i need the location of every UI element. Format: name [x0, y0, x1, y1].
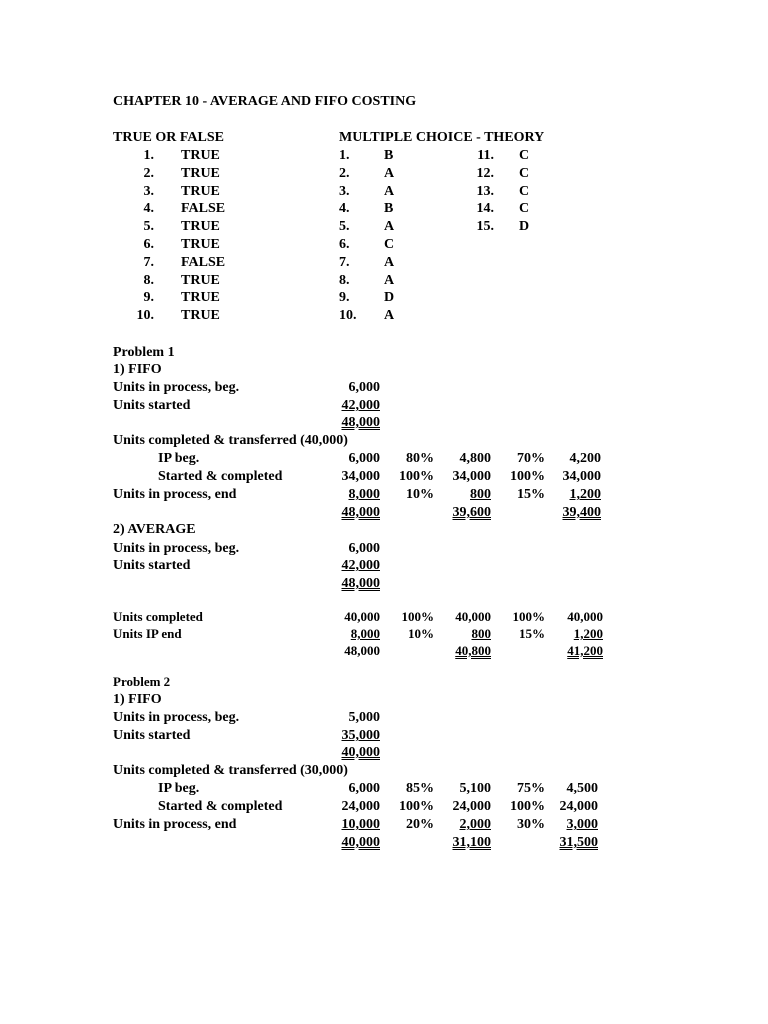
p2-fifo-sc-row	[0, 799, 768, 817]
mc-item-number: 8.	[339, 273, 350, 288]
p1-fifo-end-row	[0, 487, 768, 505]
eu-2: 40,000	[567, 609, 603, 624]
units: 34,000	[341, 469, 380, 484]
pct-2: 100%	[512, 609, 545, 624]
p1-fifo-started-label: Units started	[113, 398, 191, 413]
units: 8,000	[348, 487, 380, 502]
pct-2: 100%	[510, 469, 545, 484]
mc-item-number: 9.	[339, 290, 350, 305]
mc-item-number: 12.	[476, 166, 494, 181]
units: 6,000	[348, 781, 380, 796]
tf-item-number: 1.	[143, 148, 154, 163]
pct-1: 80%	[406, 451, 434, 466]
eu-1: 34,000	[452, 469, 491, 484]
eu-1: 40,000	[455, 609, 491, 624]
eu-2-total: 41,200	[567, 643, 603, 658]
tf-item-answer: FALSE	[181, 255, 226, 270]
p1-fifo-label: 1) FIFO	[113, 362, 162, 377]
pct-2: 70%	[517, 451, 545, 466]
units-total: 48,000	[341, 505, 380, 520]
p1-avg-beg-value: 6,000	[348, 541, 380, 556]
mc-item-answer: C	[519, 166, 530, 181]
mc-item-number: 3.	[339, 184, 350, 199]
eu-2: 34,000	[562, 469, 601, 484]
tf-item-answer: TRUE	[181, 308, 220, 323]
tf-item-number: 5.	[143, 219, 154, 234]
p1-avg-end-row	[0, 626, 768, 644]
eu-2: 1,200	[569, 487, 601, 502]
p1-avg-started-label: Units started	[113, 558, 191, 573]
mc-item-answer: A	[384, 308, 395, 323]
pct-2: 75%	[517, 781, 545, 796]
units: 40,000	[344, 609, 380, 624]
row-label: Started & completed	[158, 799, 283, 814]
pct-1: 100%	[399, 799, 434, 814]
pct-1: 100%	[399, 469, 434, 484]
eu-1-total: 31,100	[452, 835, 491, 850]
row-label: Units in process, end	[113, 817, 237, 832]
p1-fifo-beg-label: Units in process, beg.	[113, 380, 240, 395]
tf-item-answer: TRUE	[181, 290, 220, 305]
pct-2: 15%	[517, 487, 545, 502]
eu-1: 800	[471, 626, 491, 641]
row-label: Units IP end	[113, 626, 182, 641]
mc-item-answer: C	[519, 184, 530, 199]
eu-1-total: 39,600	[452, 505, 491, 520]
eu-2-total: 31,500	[559, 835, 598, 850]
units: 6,000	[348, 451, 380, 466]
pct-2: 100%	[510, 799, 545, 814]
p1-fifo-started-value: 42,000	[341, 398, 380, 413]
tf-item-number: 8.	[143, 273, 154, 288]
pct-1: 85%	[406, 781, 434, 796]
mc-item-number: 6.	[339, 237, 350, 252]
mc-header: MULTIPLE CHOICE - THEORY	[339, 130, 545, 145]
mc-item-number: 4.	[339, 201, 350, 216]
row-label: Units in process, end	[113, 487, 237, 502]
row-label: Units completed	[113, 609, 203, 624]
tf-item-number: 6.	[143, 237, 154, 252]
p1-avg-totals-row	[0, 643, 768, 661]
p2-fifo-totals-row	[0, 835, 768, 853]
page-title: CHAPTER 10 - AVERAGE AND FIFO COSTING	[113, 94, 417, 109]
row-label: IP beg.	[158, 781, 200, 796]
mc-item-answer: A	[384, 255, 395, 270]
mc-item-number: 11.	[477, 148, 494, 163]
p1-avg-total: 48,000	[341, 576, 380, 591]
p1-fifo-ipbeg-row	[0, 451, 768, 469]
mc-item-number: 13.	[476, 184, 494, 199]
eu-2: 3,000	[566, 817, 598, 832]
p1-fifo-completed-label: Units completed & transferred (40,000)	[113, 433, 348, 448]
tf-item-number: 3.	[143, 184, 154, 199]
p2-fifo-total: 40,000	[341, 745, 380, 760]
tf-item-answer: TRUE	[181, 237, 220, 252]
mc-item-answer: C	[384, 237, 395, 252]
mc-item-number: 10.	[339, 308, 357, 323]
tf-item-number: 7.	[143, 255, 154, 270]
mc-item-number: 5.	[339, 219, 350, 234]
mc-item-answer: B	[384, 201, 394, 216]
eu-1: 800	[470, 487, 491, 502]
pct-2: 15%	[519, 626, 545, 641]
row-label: IP beg.	[158, 451, 200, 466]
mc-item-number: 15.	[476, 219, 494, 234]
units-total: 40,000	[341, 835, 380, 850]
mc-item-answer: C	[519, 148, 530, 163]
tf-item-number: 2.	[143, 166, 154, 181]
units: 8,000	[350, 626, 380, 641]
eu-1: 24,000	[452, 799, 491, 814]
p2-fifo-label: 1) FIFO	[113, 692, 162, 707]
p2-fifo-beg-label: Units in process, beg.	[113, 710, 240, 725]
mc-item-answer: A	[384, 273, 395, 288]
tf-header: TRUE OR FALSE	[113, 130, 224, 145]
p2-fifo-ipbeg-row	[0, 781, 768, 799]
eu-1: 5,100	[459, 781, 491, 796]
p1-avg-beg-label: Units in process, beg.	[113, 541, 240, 556]
p1-fifo-sc-row	[0, 469, 768, 487]
mc-item-answer: A	[384, 184, 395, 199]
mc-item-answer: A	[384, 166, 395, 181]
mc-item-number: 1.	[339, 148, 350, 163]
mc-item-answer: C	[519, 201, 530, 216]
p1-fifo-beg-value: 6,000	[348, 380, 380, 395]
p2-fifo-completed-label: Units completed & transferred (30,000)	[113, 763, 348, 778]
units-total: 48,000	[344, 643, 380, 658]
tf-item-answer: FALSE	[181, 201, 226, 216]
problem-2-title: Problem 2	[113, 674, 171, 689]
tf-item-number: 10.	[136, 308, 154, 323]
tf-item-answer: TRUE	[181, 184, 220, 199]
eu-2: 4,200	[569, 451, 601, 466]
units: 24,000	[341, 799, 380, 814]
pct-1: 10%	[408, 626, 434, 641]
pct-1: 20%	[406, 817, 434, 832]
tf-item-answer: TRUE	[181, 148, 220, 163]
p2-fifo-beg-value: 5,000	[348, 710, 380, 725]
mc-item-answer: B	[384, 148, 394, 163]
p2-fifo-started-label: Units started	[113, 728, 191, 743]
eu-2-total: 39,400	[562, 505, 601, 520]
tf-item-answer: TRUE	[181, 166, 220, 181]
eu-1: 2,000	[459, 817, 491, 832]
tf-item-number: 4.	[143, 201, 154, 216]
mc-item-number: 7.	[339, 255, 350, 270]
eu-2: 4,500	[566, 781, 598, 796]
eu-1: 4,800	[459, 451, 491, 466]
row-label: Started & completed	[158, 469, 283, 484]
mc-item-number: 2.	[339, 166, 350, 181]
mc-item-answer: D	[384, 290, 395, 305]
p1-avg-label: 2) AVERAGE	[113, 522, 196, 537]
pct-2: 30%	[517, 817, 545, 832]
p1-avg-started-value: 42,000	[341, 558, 380, 573]
p1-fifo-total: 48,000	[341, 415, 380, 430]
mc-item-number: 14.	[476, 201, 494, 216]
tf-item-answer: TRUE	[181, 219, 220, 234]
p1-fifo-totals-row	[0, 505, 768, 523]
tf-item-number: 9.	[143, 290, 154, 305]
mc-item-answer: D	[519, 219, 530, 234]
tf-item-answer: TRUE	[181, 273, 220, 288]
units: 10,000	[341, 817, 380, 832]
p2-fifo-end-row	[0, 817, 768, 835]
eu-2: 1,200	[573, 626, 603, 641]
eu-2: 24,000	[559, 799, 598, 814]
pct-1: 100%	[401, 609, 434, 624]
problem-1-title: Problem 1	[113, 345, 175, 360]
eu-1-total: 40,800	[455, 643, 491, 658]
pct-1: 10%	[406, 487, 434, 502]
p2-fifo-started-value: 35,000	[341, 728, 380, 743]
mc-item-answer: A	[384, 219, 395, 234]
p1-avg-completed-row	[0, 609, 768, 627]
